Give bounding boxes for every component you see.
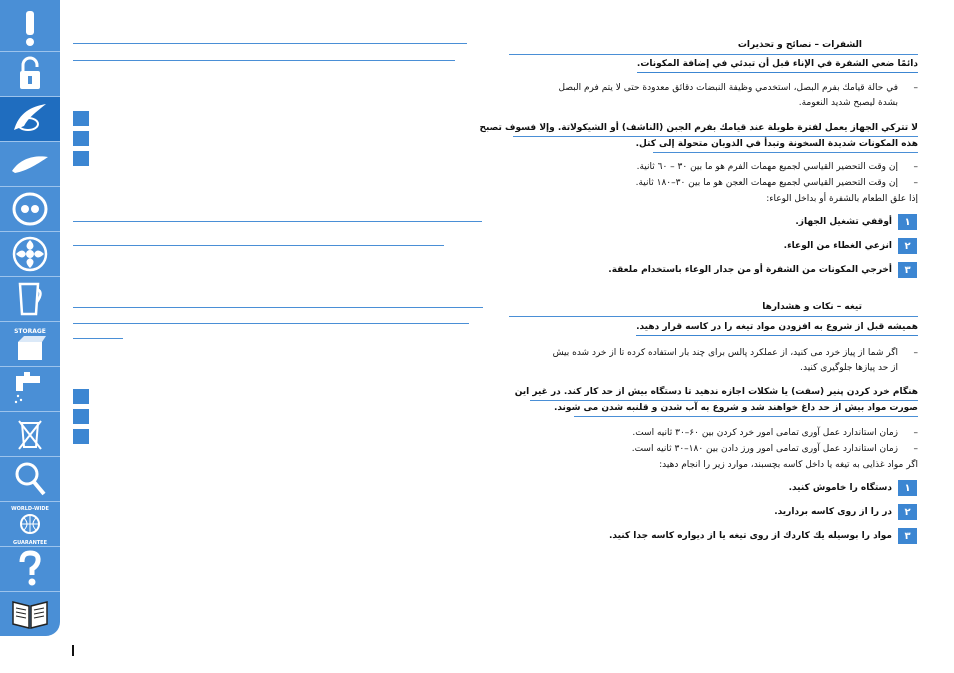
sidebar-item-chopper[interactable] xyxy=(0,187,60,231)
svg-text:STORAGE: STORAGE xyxy=(14,328,46,335)
bullet-text: إن وقت التحضير القياسي لجميع مهمات الفرم هو ما بين ٣٠ – ٦٠ ثانية. xyxy=(636,162,898,172)
fan-icon xyxy=(11,235,49,273)
bullet-text: في حالة قيامك بفرم البصل، استخدمي وظيفة النبضات دقائق معدودة حتى لا يتم فرم البصل xyxy=(558,83,898,93)
step-number: ٢ xyxy=(898,238,917,254)
step-text: أخرجي المكونات من الشفرة أو من جدار الوعاء باستخدام ملعقة. xyxy=(608,265,892,275)
divider xyxy=(73,245,444,246)
sidebar-item-troubleshooting[interactable] xyxy=(0,457,60,501)
warning-underline xyxy=(513,136,918,137)
bullet-text: زمان استاندارد عمل آوری تمامی امور ورز دادن بین ۱۸۰–۳۰ ثانیه است. xyxy=(631,444,898,454)
book-icon xyxy=(9,596,51,632)
bullet-text: اگر شما از پیاز خرد می کنید، از عملکرد پالس برای چند بار استفاده کرده تا از خرد شده بیش xyxy=(552,348,898,358)
intro-text: إذا علق الطعام بالشفرة أو بداخل الوعاء: xyxy=(766,194,918,204)
step-marker xyxy=(73,429,89,444)
step-number: ۲ xyxy=(898,504,917,520)
step-number: ١ xyxy=(898,214,917,230)
warning-text: همیشه قبل از شروع به افزودن مواد تیغه را در کاسه قرار دهید. xyxy=(636,322,918,336)
sidebar-nav xyxy=(0,0,60,636)
divider xyxy=(73,338,123,339)
bullet-dash: – xyxy=(913,444,918,454)
exclamation-icon xyxy=(15,9,45,47)
magnifier-icon xyxy=(13,460,47,498)
warning-text: صورت مواد بیش از حد داغ خواهند شد و شروع به آب شدن و قلنبه شدن می شوند. xyxy=(553,403,918,413)
divider xyxy=(73,307,483,308)
bullet-text: إن وقت التحضير القياسي لجميع مهمات العجن هو ما بين ٣٠–١٨٠ ثانية. xyxy=(635,178,898,188)
bullet-dash: – xyxy=(913,348,918,358)
sidebar-item-environment[interactable] xyxy=(0,412,60,456)
warning-underline xyxy=(574,416,918,417)
page-number-mark xyxy=(72,645,74,656)
sidebar-item-cleaning[interactable] xyxy=(0,367,60,411)
divider xyxy=(73,323,469,324)
warning-underline xyxy=(653,152,918,153)
section-title: تیغه – نکات و هشدارها xyxy=(762,302,862,312)
sidebar-item-help[interactable] xyxy=(0,547,60,591)
warning-text: دائمًا ضعي الشفرة في الإناء قبل أن تبدئي في إضافة المكونات. xyxy=(637,59,918,73)
question-icon xyxy=(15,550,45,588)
whisk-icon xyxy=(9,149,51,179)
title-rule xyxy=(509,316,918,317)
sidebar-item-blade[interactable] xyxy=(0,97,60,141)
warning-text: لا تتركي الجهاز يعمل لفترة طويلة عند قيامك بفرم الجبن (الناشف) أو الشيكولاتة. وإلا فسوف تصبح xyxy=(479,123,918,133)
step-text: انزعي الغطاء من الوعاء. xyxy=(783,241,892,251)
warning-text: هذه المكونات شديدة السخونة وتبدأ في الذوبان متحولة إلى كتل. xyxy=(635,139,918,149)
bullet-dash: – xyxy=(913,428,918,438)
divider xyxy=(73,221,482,222)
warning-underline xyxy=(530,400,918,401)
tap-icon xyxy=(10,370,50,408)
sidebar-item-lock[interactable] xyxy=(0,52,60,96)
step-marker xyxy=(73,151,89,166)
sidebar-item-manual[interactable] xyxy=(0,592,60,636)
warning-text: هنگام خرد کردن پنیر (سفت) یا شکلات اجازه ندهید تا دستگاه بیش از حد کار کند. در غیر این xyxy=(514,387,918,397)
step-number: ۳ xyxy=(898,528,917,544)
chopper-icon xyxy=(11,191,49,227)
step-marker xyxy=(73,131,89,146)
step-number: ٣ xyxy=(898,262,917,278)
sidebar-item-storage[interactable] xyxy=(0,322,60,366)
blade-icon xyxy=(10,100,50,138)
lock-icon xyxy=(15,55,45,93)
step-text: دستگاه را خاموش کنید. xyxy=(788,483,892,493)
divider xyxy=(73,43,467,44)
step-text: در را از روی کاسه بردارید. xyxy=(774,507,892,517)
sidebar-item-disc[interactable] xyxy=(0,232,60,276)
globe-icon xyxy=(7,502,53,546)
title-rule xyxy=(509,54,918,55)
bullet-text: از حد پیازها جلوگیری کنید. xyxy=(800,363,898,373)
step-text: أوقفي تشغيل الجهاز. xyxy=(795,217,892,227)
bullet-dash: – xyxy=(913,178,918,188)
svg-text:WORLD-WIDE: WORLD-WIDE xyxy=(11,506,49,512)
step-text: مواد را بوسیله یك كاردك از روی تیغه یا از دیواره كاسه جدا كنید. xyxy=(608,531,892,541)
storage-box-icon xyxy=(8,324,52,364)
bullet-text: بشدة ليصبح شديد النعومة. xyxy=(798,98,898,108)
step-marker xyxy=(73,389,89,404)
step-marker xyxy=(73,111,89,126)
intro-text: اگر مواد غذایی به تیغه یا داخل کاسه بچسبند، موارد زیر را انجام دهید: xyxy=(659,460,918,470)
step-marker xyxy=(73,409,89,424)
section-title: الشفرات – نصائح و تحذيرات xyxy=(737,40,862,50)
divider xyxy=(73,60,455,61)
sidebar-item-whisk[interactable] xyxy=(0,142,60,186)
sidebar-item-guarantee[interactable] xyxy=(0,502,60,546)
sidebar-item-jug[interactable] xyxy=(0,277,60,321)
bullet-text: زمان استاندارد عمل آوری تمامی امور خرد کردن بین ۶۰–۳۰ ثانیه است. xyxy=(632,428,898,438)
disposal-icon xyxy=(15,415,45,453)
bullet-dash: – xyxy=(913,83,918,93)
bullet-dash: – xyxy=(913,162,918,172)
sidebar-item-safety[interactable] xyxy=(0,6,60,50)
jug-icon xyxy=(14,280,46,318)
step-number: ۱ xyxy=(898,480,917,496)
svg-text:GUARANTEE: GUARANTEE xyxy=(12,540,48,546)
